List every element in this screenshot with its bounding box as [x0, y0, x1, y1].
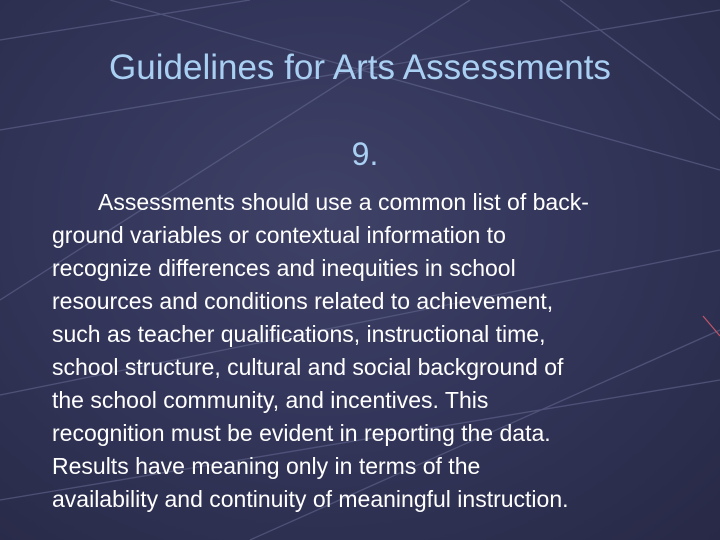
body-line: Results have meaning only in terms of the [52, 453, 481, 479]
body-line: recognition must be evident in reporting the data. [52, 420, 551, 446]
body-line: availability and continuity of meaningful instruction. [52, 486, 569, 512]
body-line: recognize differences and inequities in school [52, 255, 516, 281]
guideline-number: 9. [351, 136, 379, 172]
body-line: ground variables or contextual information to [52, 222, 506, 248]
guideline-text [52, 186, 712, 516]
slide-title: Guidelines for Arts Assessments [109, 48, 611, 87]
body-line: resources and conditions related to achievement, [52, 288, 554, 314]
body-line: school structure, cultural and social background of [52, 354, 564, 380]
body-line: such as teacher qualifications, instructional time, [52, 321, 546, 347]
body-line: Assessments should use a common list of back- [98, 189, 589, 215]
body-line: the school community, and incentives. This [52, 387, 489, 413]
